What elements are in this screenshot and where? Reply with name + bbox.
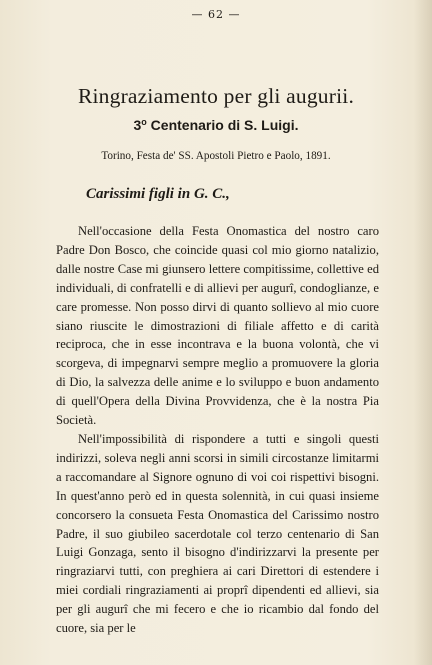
paragraph-2: Nell'impossibilità di rispondere a tutti e singoli questi indirizzi, soleva negli anni scorsi in simili circostanze limitarmi a raccomandare al Signore ognuno di voi coi rispettivi bisogni. In quest'anno però ed in questa solennità, in cui quasi insieme concorsero la consueta Festa Onomastica del Carissimo nostro Padre, il suo giubileo sacerdotale col terzo centenario di San Luigi Gonzaga, sento il bisogno d'indirizzarvi la presente per ringraziarvi tutti, con preghiera ai cari Direttori di estendere i miei cordiali ringraziamenti ai proprî dipendenti ed allievi, sia per gli augurî che mi fecero e che io ricambio dal fondo del cuore, sia per le bbox=[56, 431, 379, 636]
subtitle-ordinal: 3 bbox=[133, 117, 142, 133]
page-number: — 62 — bbox=[191, 8, 241, 21]
subtitle-rest: Centenario di S. Luigi. bbox=[146, 117, 299, 133]
dateline: Torino, Festa de' SS. Apostoli Pietro e Paolo, 1891. bbox=[101, 150, 331, 162]
salutation: Carissimi figli in G. C., bbox=[86, 186, 230, 202]
letter-title: Ringraziamento per gli augurii. bbox=[77, 84, 355, 108]
body-text bbox=[56, 222, 379, 638]
subtitle-superscript: o bbox=[141, 117, 147, 127]
page-edge-shadow bbox=[414, 0, 432, 665]
letter-subtitle bbox=[0, 117, 432, 133]
paragraph-1: Nell'occasione della Festa Onomastica del nostro caro Padre Don Bosco, che coincide quasi col mio giorno natalizio, dalle nostre Case mi giunsero lettere compitissime, collettive ed individuali, di confratelli e di allievi per augurî, condoglianze, e care promesse. Non posso dirvi di quanto sollievo al mio cuore siano riuscite le dimostrazioni di filiale affetto e di carità reciproca, che in esse incontrava e la buona volontà, che vi scorgeva, di impegnarvi sempre meglio a promuovere la gloria di Dio, la salvezza delle anime e lo sviluppo e buon andamento di quell'Opera della Divina Provvidenza, che è la nostra Pia Società. bbox=[56, 224, 379, 428]
